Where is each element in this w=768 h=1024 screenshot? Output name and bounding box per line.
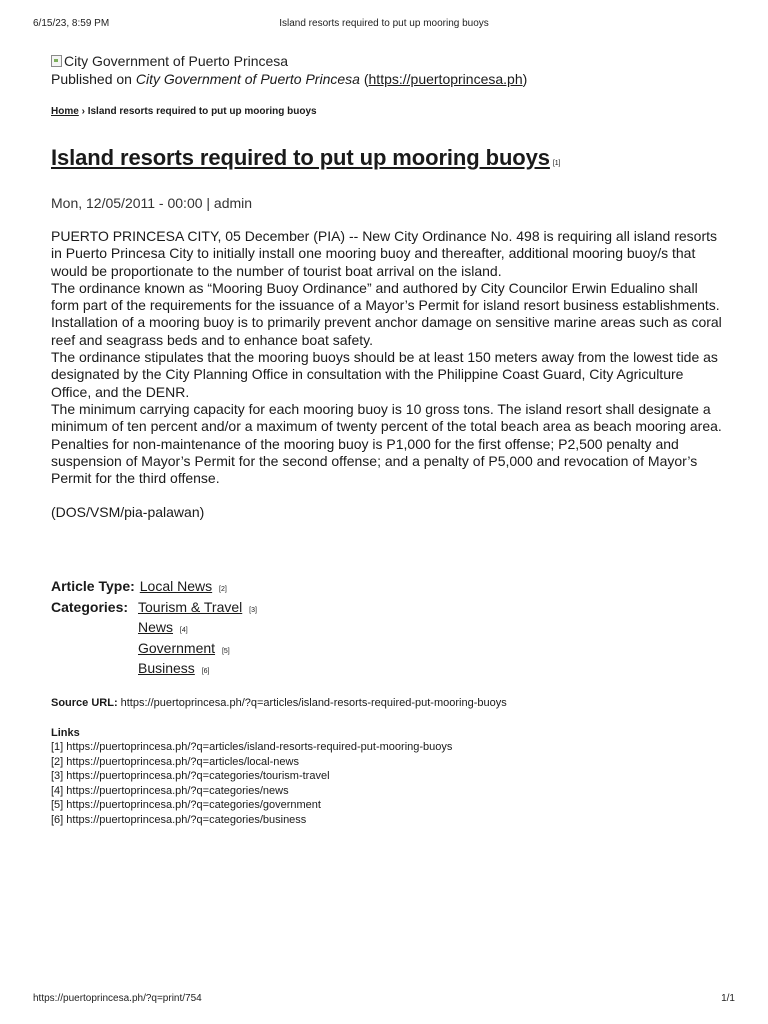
article-title-link[interactable]: Island resorts required to put up mooring buoys: [51, 145, 550, 170]
logo-alt-text: City Government of Puerto Princesa: [64, 52, 289, 69]
categories-row: [51, 599, 723, 681]
article-type-row: [51, 578, 723, 599]
print-footer-url: https://puertoprincesa.ph/?q=print/754: [33, 993, 202, 1004]
links-list: [51, 726, 723, 828]
article-type-label: Article Type:: [51, 578, 135, 595]
category-ref: [6]: [201, 668, 210, 676]
categories-label: Categories:: [51, 598, 129, 615]
link-item[interactable]: [3] https://puertoprincesa.ph/?q=categories/tourism-travel: [51, 770, 330, 783]
category-ref: [3]: [249, 606, 257, 614]
breadcrumb-separator: ›: [81, 106, 85, 117]
article-type-link[interactable]: Local News: [139, 578, 213, 595]
link-item[interactable]: [5] https://puertoprincesa.ph/?q=categories/government: [51, 799, 321, 812]
published-prefix: Published on: [51, 71, 132, 87]
category-link-business[interactable]: Business: [138, 660, 195, 677]
article-meta: Mon, 12/05/2011 - 00:00 | admin: [51, 195, 253, 211]
article-title-ref: [1]: [552, 160, 561, 167]
breadcrumb: [51, 106, 723, 117]
published-on: [51, 70, 723, 88]
links-heading: Links: [51, 726, 80, 739]
category-item: [138, 619, 257, 640]
article-page: [51, 52, 723, 827]
category-link-news[interactable]: News: [138, 619, 174, 636]
article-paragraph: Penalties for non-maintenance of the mooring buoy is P1,000 for the first offense; P2,500 penalty and suspension of Mayor’s Permit for the second offense; and a penalty of P5,000 and revocation of Mayor’s Permit for the third offense.: [51, 435, 698, 487]
category-item: [138, 640, 257, 661]
site-logo: [51, 52, 723, 69]
broken-image-icon: [51, 55, 62, 67]
article-type-ref: [2]: [219, 586, 227, 594]
article-paragraph: Installation of a mooring buoy is to primarily prevent anchor damage on sensitive marine areas such as coral reef and seagrass beds and to enhance boat safety.: [51, 314, 722, 348]
link-item[interactable]: [4] https://puertoprincesa.ph/?q=categories/news: [51, 784, 289, 797]
published-open-paren: (: [363, 71, 369, 87]
category-link-government[interactable]: Government: [138, 639, 216, 656]
category-ref: [5]: [221, 647, 230, 655]
article-paragraph: PUERTO PRINCESA CITY, 05 December (PIA) -- New City Ordinance No. 498 is requiring all island resorts in Puerto Princesa City to initially install one mooring buoy and thereafter, additional mooring buoy/s that would be proportionate to the number of tourist boat arrival on the island.: [51, 228, 718, 279]
source-url-value[interactable]: https://puertoprincesa.ph/?q=articles/island-resorts-required-put-mooring-buoys: [120, 696, 507, 709]
category-ref: [4]: [179, 627, 188, 635]
category-item: [138, 660, 257, 681]
category-item: [138, 599, 257, 620]
category-link-tourism-travel[interactable]: Tourism & Travel: [138, 598, 243, 615]
source-url: [51, 697, 723, 709]
published-site-name: City Government of Puerto Princesa: [135, 71, 360, 87]
link-item[interactable]: [1] https://puertoprincesa.ph/?q=articles/island-resorts-required-put-mooring-buoys: [51, 741, 453, 754]
source-url-label: Source URL:: [51, 696, 118, 709]
article-body: [51, 228, 723, 487]
article-taxonomy: [51, 578, 723, 681]
article-title: [51, 145, 723, 177]
link-item[interactable]: [2] https://puertoprincesa.ph/?q=articles/local-news: [51, 755, 299, 768]
print-footer-page: 1/1: [721, 993, 735, 1004]
breadcrumb-home-link[interactable]: Home: [51, 106, 79, 117]
published-site-link[interactable]: https://puertoprincesa.ph: [368, 71, 523, 87]
print-page-title: Island resorts required to put up mooring buoys: [279, 18, 489, 29]
breadcrumb-current: Island resorts required to put up mooring buoys: [87, 106, 317, 117]
article-paragraph: The minimum carrying capacity for each mooring buoy is 10 gross tons. The island resort shall designate a minimum of ten percent and/or a maximum of twenty percent of the total beach area as beach mooring area.: [51, 400, 722, 435]
article-credit: (DOS/VSM/pia-palawan): [51, 504, 205, 521]
article-paragraph: The ordinance known as “Mooring Buoy Ordinance” and authored by City Councilor Erwin Edualino shall form part of the requirements for the issuance of a Mayor’s Permit for island resort business establishments.: [51, 279, 720, 314]
published-close-paren: ): [522, 71, 528, 87]
article-paragraph: The ordinance stipulates that the mooring buoys should be at least 150 meters away from the lowest tide as designated by the City Planning Office in consultation with the Philippine Coast Guard, City Agriculture Office, and the DENR.: [51, 349, 718, 400]
print-datetime: 6/15/23, 8:59 PM: [33, 18, 110, 29]
link-item[interactable]: [6] https://puertoprincesa.ph/?q=categories/business: [51, 813, 307, 826]
